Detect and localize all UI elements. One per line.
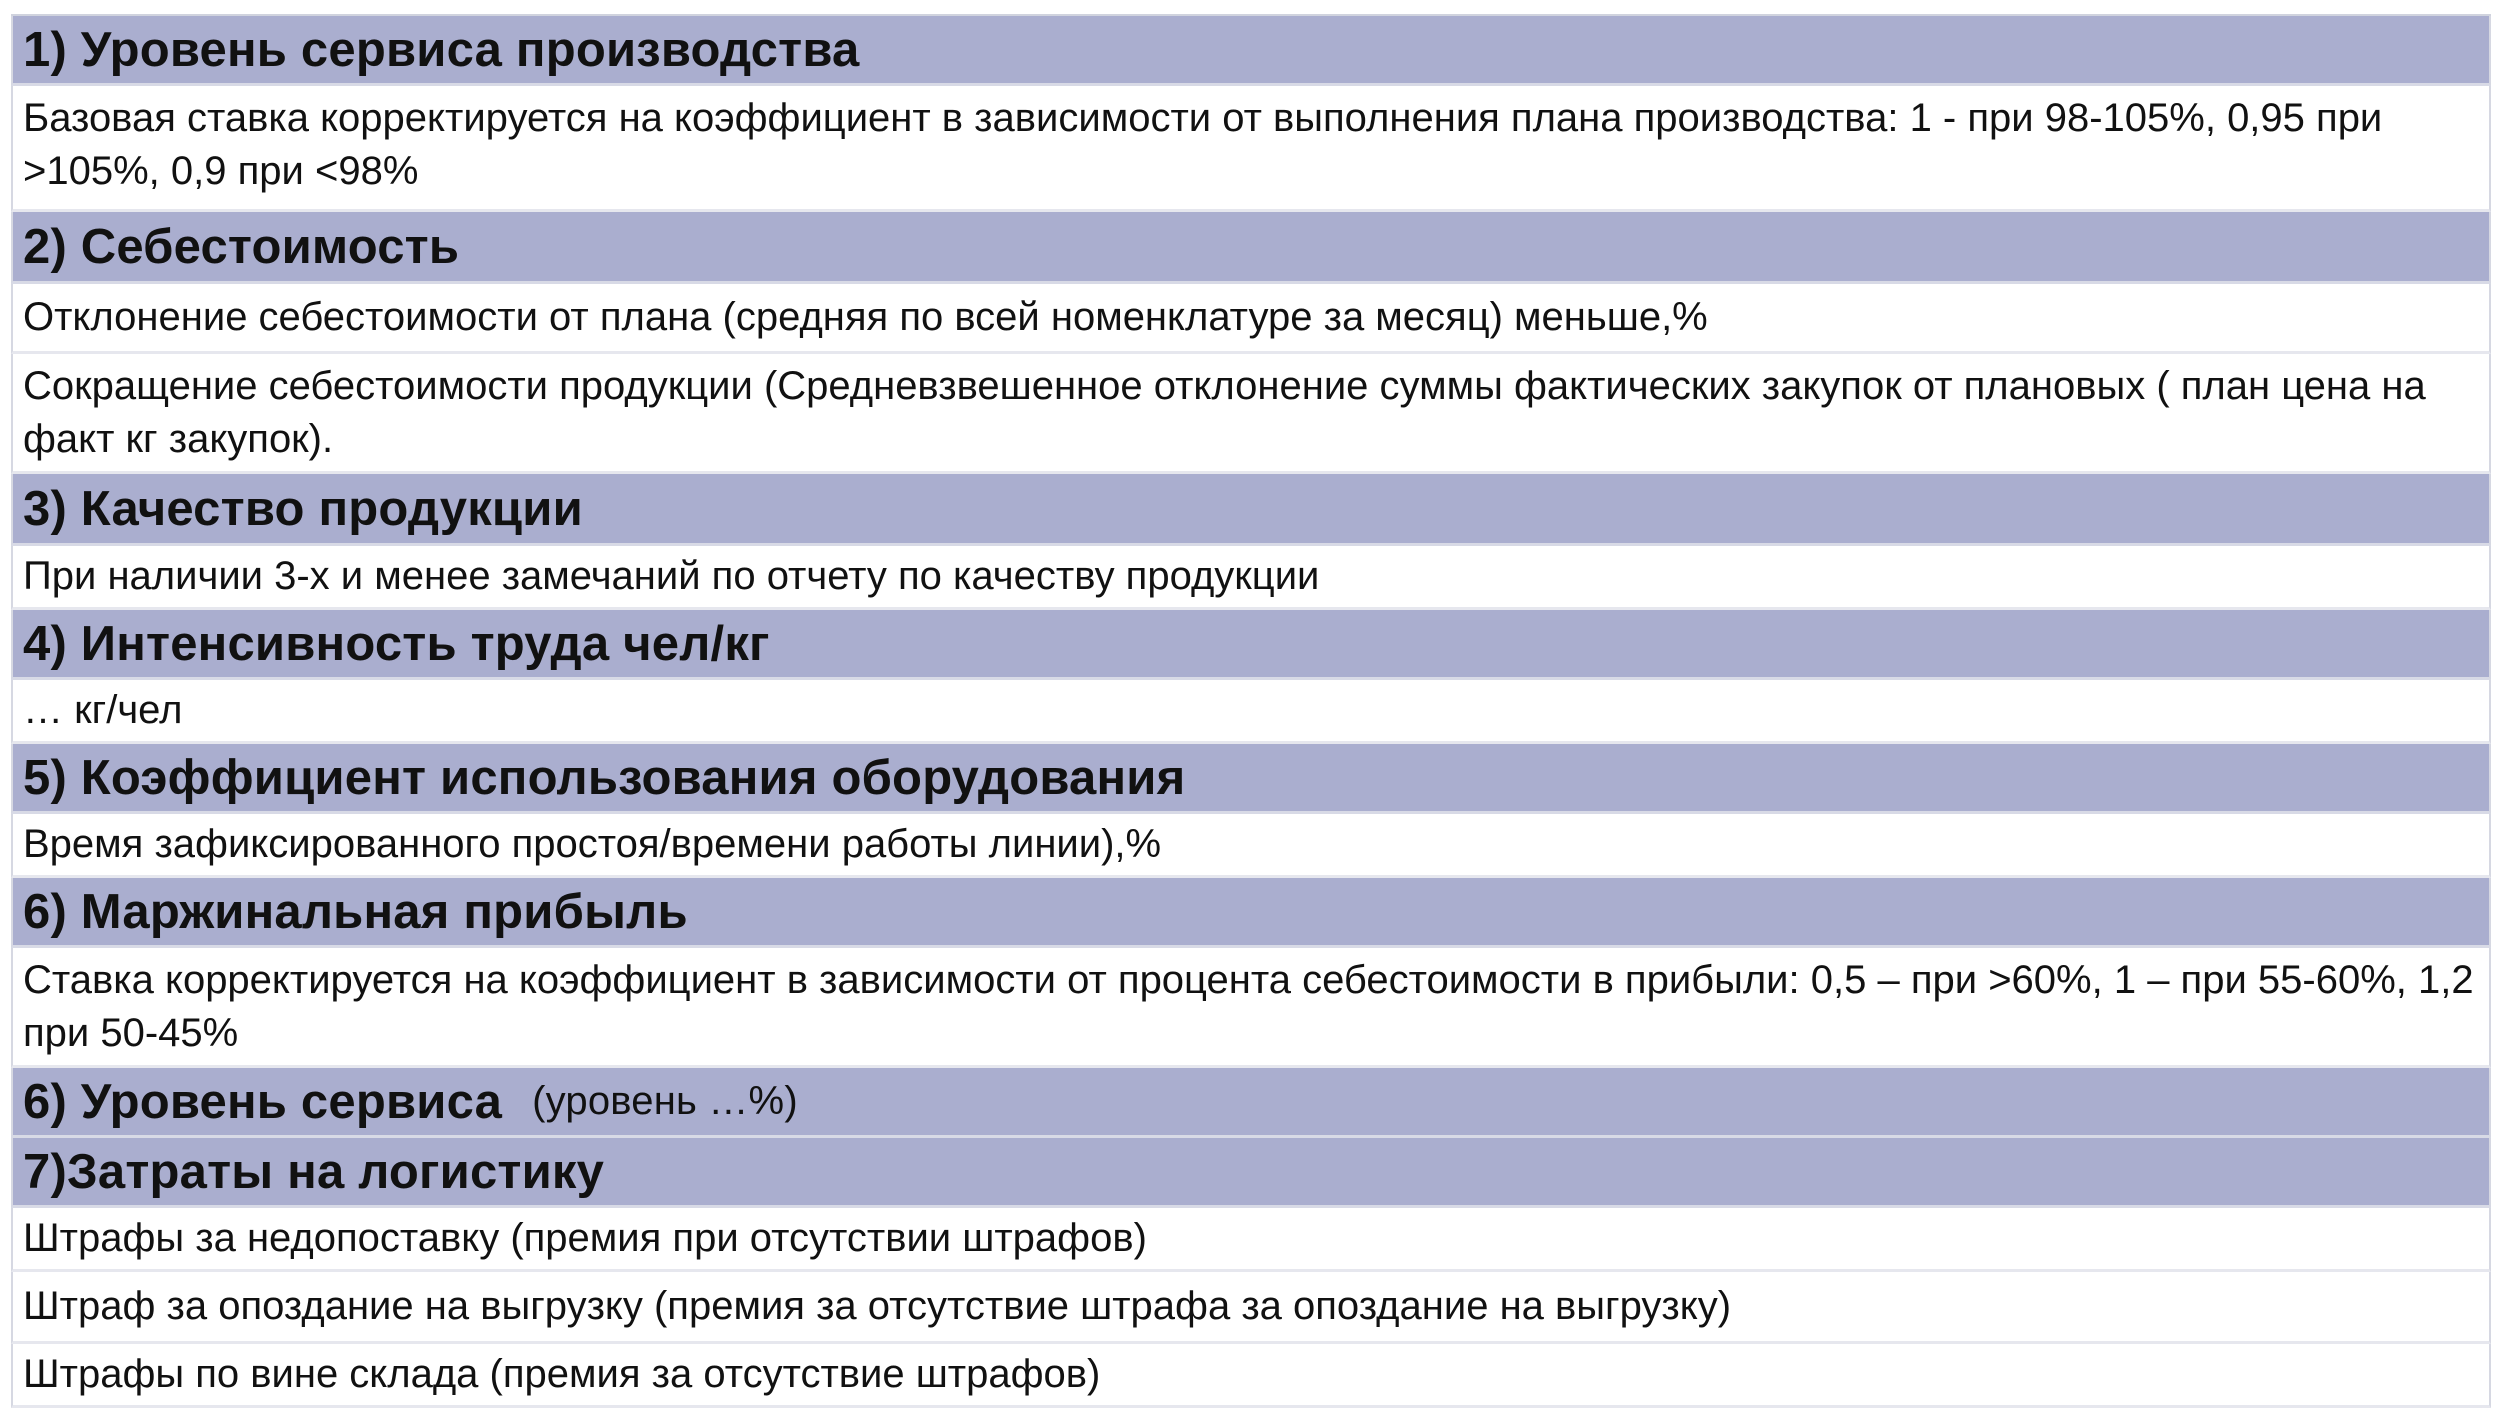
section-item [11,1344,2491,1408]
section-item-text: Штрафы по вине склада (премия за отсутствие штрафов) [23,1352,1101,1396]
section-item [11,1272,2491,1344]
section-item [11,546,2491,610]
section-item-text: Штрафы за недопоставку (премия при отсутствии штрафов) [23,1216,1147,1260]
section-item [11,948,2491,1068]
section-title: 6) Маржинальная прибыль [23,884,688,939]
section-item [11,354,2491,474]
section-item-text: … кг/чел [23,688,183,732]
section-item-text: Сокращение себестоимости продукции (Средневзвешенное отклонение суммы фактических закупок от плановых ( план цена на факт кг закупок). [23,364,2426,461]
section-title: 6) Уровень сервиса [23,1074,503,1129]
section-header-logistics-costs [11,1138,2491,1208]
section-header-cost [11,212,2491,284]
section-header-labor-intensity [11,610,2491,680]
section-item-text: Базовая ставка корректируется на коэффициент в зависимости от выполнения плана производства: 1 - при 98-105%, 0,95 при >105%, 0,9 при <98% [23,96,2383,193]
section-item [11,86,2491,212]
section-item [11,680,2491,744]
kpi-table [11,14,2491,1408]
section-title: 4) Интенсивность труда чел/кг [23,616,770,671]
section-title: 3) Качество продукции [23,481,583,536]
section-item-text: Отклонение себестоимости от плана (средняя по всей номенклатуре за месяц) меньше,% [23,295,1708,339]
section-item-text: Ставка корректируется на коэффициент в зависимости от процента себестоимости в прибыли: 0,5 – при >60%, 1 – при 55-60%, 1,2 при 50-45% [23,958,2474,1055]
section-title: 1) Уровень сервиса производства [23,22,860,77]
section-title: 7)Затраты на логистику [23,1144,605,1199]
section-header-service-level [11,1068,2491,1138]
section-header-marginal-profit [11,878,2491,948]
section-item-text: Штраф за опоздание на выгрузку (премия за отсутствие штрафа за опоздание на выгрузку) [23,1284,1732,1328]
section-title: 5) Коэффициент использования оборудования [23,750,1186,805]
section-note: (уровень …%) [532,1079,798,1123]
section-item [11,1208,2491,1272]
section-header-product-quality [11,474,2491,546]
section-header-equipment-utilization [11,744,2491,814]
section-item [11,814,2491,878]
section-title: 2) Себестоимость [23,219,460,274]
section-header-production-service-level [11,16,2491,86]
section-item [11,284,2491,354]
section-item-text: Время зафиксированного простоя/времени работы линии),% [23,822,1162,866]
section-item-text: При наличии 3-х и менее замечаний по отчету по качеству продукции [23,554,1320,598]
